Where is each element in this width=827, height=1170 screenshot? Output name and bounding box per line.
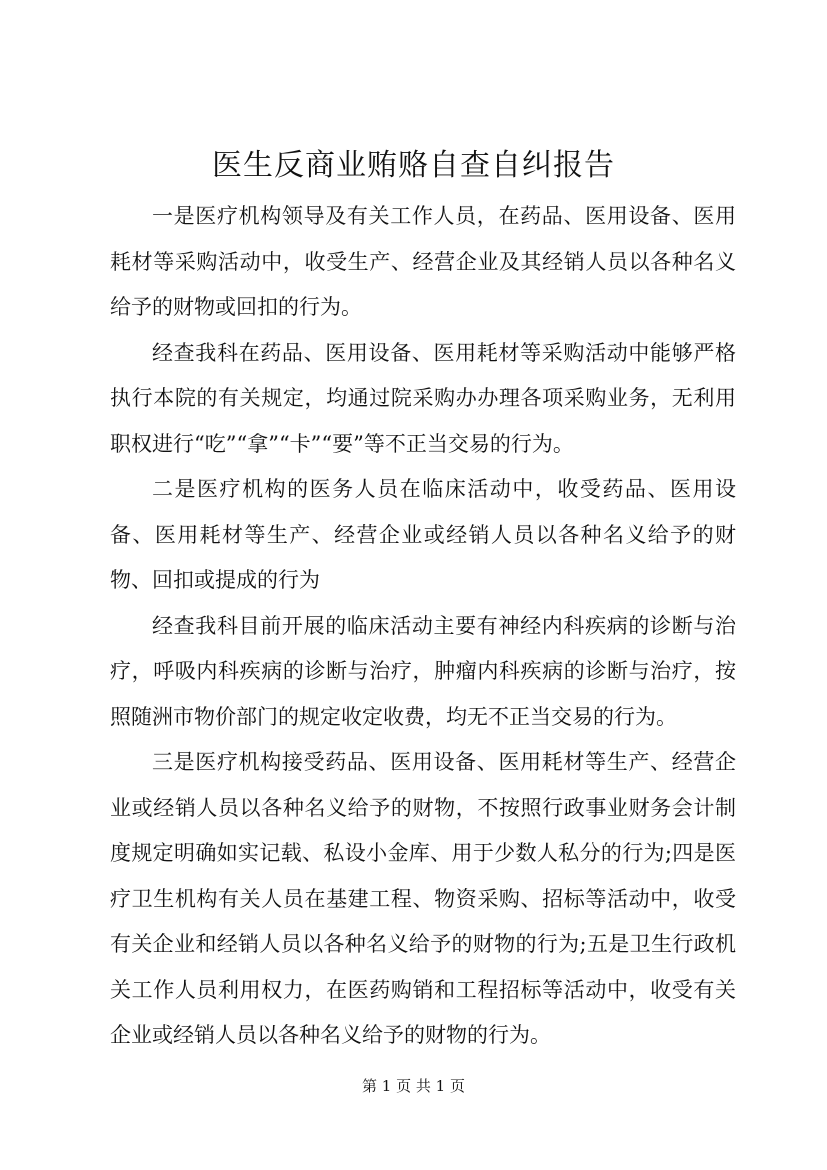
document-body [110, 194, 736, 1059]
paragraph-4: 经查我科目前开展的临床活动主要有神经内科疾病的诊断与治疗，呼吸内科疾病的诊断与治疗，肿瘤内科疾病的诊断与治疗，按照随洲市物价部门的规定收定收费，均无不正当交易的行为。 [110, 613, 736, 729]
paragraph-1: 一是医疗机构领导及有关工作人员，在药品、医用设备、医用耗材等采购活动中，收受生产、经营企业及其经销人员以各种名义给予的财物或回扣的行为。 [110, 204, 736, 319]
document-title: 医生反商业贿赂自查自纠报告 [212, 148, 615, 183]
paragraph-3: 二是医疗机构的医务人员在临床活动中，收受药品、医用设备、医用耗材等生产、经营企业或经销人员以各种名义给予的财物、回扣或提成的行为 [110, 477, 736, 592]
paragraph-5: 三是医疗机构接受药品、医用设备、医用耗材等生产、经营企业或经销人员以各种名义给予的财物，不按照行政事业财务会计制度规定明确如实记载、私设小金库、用于少数人私分的行为;四是医疗卫生机构有关人员在基建工程、物资采购、招标等活动中，收受有关企业和经销人员以各种名义给予的财物的行为;五是卫生行政机关工作人员利用权力，在医药购销和工程招标等活动中，收受有关企业或经销人员以各种名义给予的财物的行为。 [110, 750, 736, 1047]
page-footer: 第 1 页 共 1 页 [362, 1077, 465, 1095]
paragraph-2: 经查我科在药品、医用设备、医用耗材等采购活动中能够严格执行本院的有关规定，均通过院采购办办理各项采购业务，无利用职权进行“吃”“拿”“卡”“要”等不正当交易的行为。 [110, 340, 736, 456]
